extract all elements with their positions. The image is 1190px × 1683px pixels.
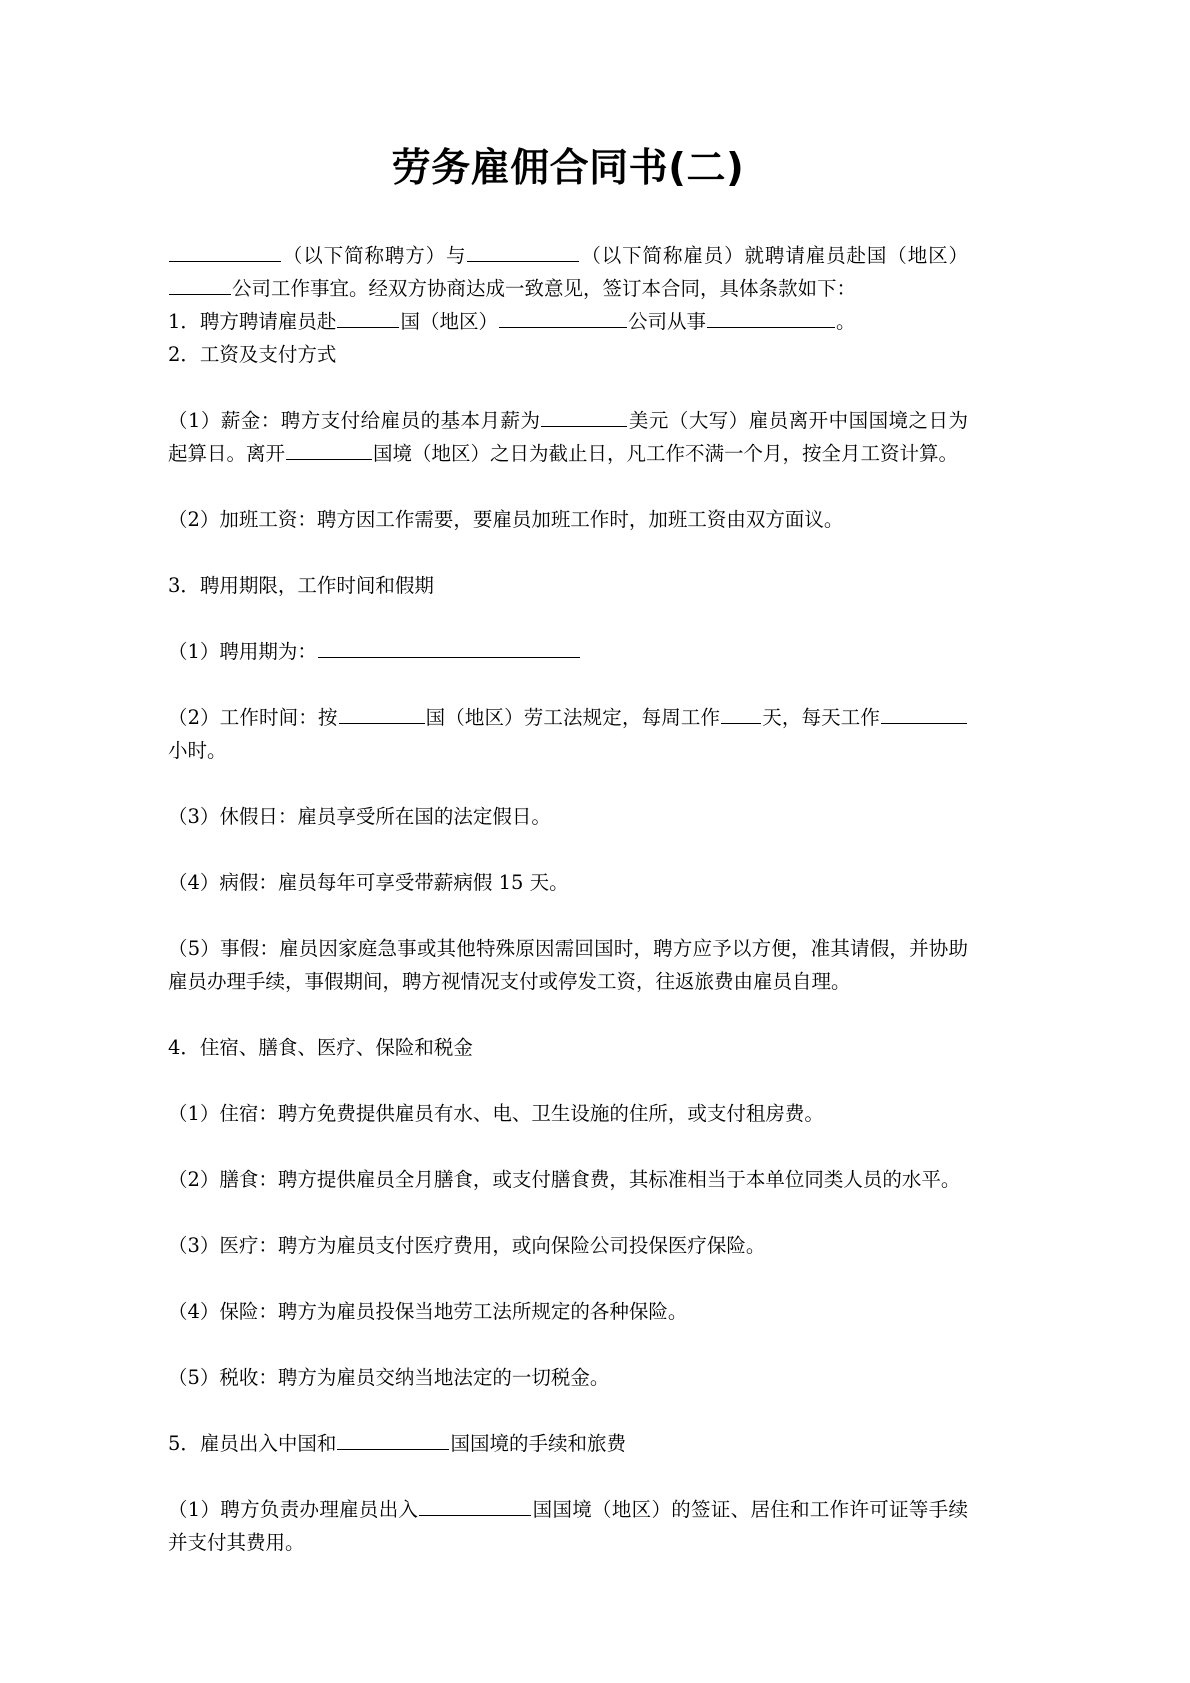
blank-days-per-week[interactable] — [721, 704, 761, 724]
clause-4-item-2: （2）膳食：聘方提供雇员全月膳食，或支付膳食费，其标准相当于本单位同类人员的水平。 — [168, 1167, 961, 1191]
blank-clause1-job[interactable] — [707, 308, 835, 328]
intro-text-2: （以下简称雇员）就聘请雇员赴国（地区） — [580, 243, 968, 267]
clause-3-heading — [168, 569, 968, 602]
clause-1 — [168, 305, 968, 338]
clause-4-item-4: （4）保险：聘方为雇员投保当地劳工法所规定的各种保险。 — [168, 1299, 688, 1323]
clause-4-item-5: （5）税收：聘方为雇员交纳当地法定的一切税金。 — [168, 1365, 610, 1389]
clause-3-item-4: （4）病假：雇员每年可享受带薪病假 15 天。 — [168, 870, 569, 894]
clause-5-item-1-text-1: （1）聘方负责办理雇员出入 — [168, 1497, 419, 1521]
clause-3-item-5: （5）事假：雇员因家庭急事或其他特殊原因需回国时，聘方应予以方便，准其请假，并协助雇员办理手续，事假期间，聘方视情况支付或停发工资，往返旅费由雇员自理。 — [168, 936, 968, 993]
clause-1-text-1: 聘方聘请雇员赴 — [199, 309, 337, 333]
intro-text-3: 公司工作事宜。经双方协商达成一致意见，签订本合同，具体条款如下： — [232, 276, 857, 300]
clause-5-number: 5． — [168, 1431, 200, 1455]
clause-3-item-1 — [168, 635, 968, 668]
blank-region[interactable] — [169, 275, 231, 295]
clause-2-item-1-text-3: 国境（地区）之日为截止日，凡工作不满一个月，按全月工资计算。 — [373, 441, 959, 465]
page-title: 劳务雇佣合同书(二) — [391, 146, 745, 191]
clause-1-text-2: 国（地区） — [400, 309, 498, 333]
clause-3-item-2-text-1: （2）工作时间：按 — [168, 705, 338, 729]
clause-3-item-3: （3）休假日：雇员享受所在国的法定假日。 — [168, 804, 551, 828]
blank-employment-term[interactable] — [318, 638, 580, 658]
intro-paragraph — [168, 239, 968, 305]
clause-5-title-1: 雇员出入中国和 — [199, 1431, 337, 1455]
blank-party-b[interactable] — [467, 242, 579, 262]
clause-4-number: 4． — [168, 1035, 200, 1059]
blank-clause1-company[interactable] — [499, 308, 627, 328]
clause-2-item-2: （2）加班工资：聘方因工作需要，要雇员加班工作时，加班工资由双方面议。 — [168, 507, 844, 531]
clause-2-item-1-text-1: （1）薪金：聘方支付给雇员的基本月薪为 — [168, 408, 541, 432]
clause-3-item-1-text: （1）聘用期为： — [168, 639, 317, 663]
clause-4-item-3: （3）医疗：聘方为雇员支付医疗费用，或向保险公司投保医疗保险。 — [168, 1233, 766, 1257]
blank-labor-law-country[interactable] — [339, 704, 425, 724]
clause-2-item-1-text-2: 美元（大写）雇员离开中国国境之日为起算日。离开 — [168, 408, 968, 465]
intro-text-1: （以下简称聘方）与 — [282, 243, 467, 267]
clause-2-number: 2． — [168, 342, 200, 366]
clause-4-heading — [168, 1031, 968, 1064]
clause-5-title-2: 国国境的手续和旅费 — [450, 1431, 626, 1455]
clause-3-item-2-text-4: 小时。 — [168, 738, 227, 762]
clause-2-item-1 — [168, 404, 968, 470]
blank-departure-country[interactable] — [286, 440, 372, 460]
blank-clause1-country[interactable] — [337, 308, 399, 328]
clause-1-number: 1． — [168, 309, 200, 333]
clause-3-number: 3． — [168, 573, 200, 597]
clause-2-title: 工资及支付方式 — [199, 342, 337, 366]
clause-1-text-4: 。 — [835, 309, 856, 333]
clause-3-item-2 — [168, 701, 968, 767]
clause-1-text-3: 公司从事 — [627, 309, 706, 333]
blank-hours-per-day[interactable] — [881, 704, 967, 724]
blank-visa-country[interactable] — [419, 1496, 531, 1516]
clause-5-heading — [168, 1427, 968, 1460]
blank-party-a[interactable] — [169, 242, 281, 262]
document-body — [168, 239, 968, 1559]
clause-5-item-1-text-2: 国国境（地区）的签证、居住和工作许可证等手续并支付其费用。 — [168, 1497, 968, 1554]
clause-2-heading — [168, 338, 968, 371]
clause-3-item-2-text-2: 国（地区）劳工法规定，每周工作 — [425, 705, 721, 729]
clause-4-item-1: （1）住宿：聘方免费提供雇员有水、电、卫生设施的住所，或支付租房费。 — [168, 1101, 824, 1125]
clause-4-title: 住宿、膳食、医疗、保险和税金 — [199, 1035, 473, 1059]
clause-5-item-1 — [168, 1493, 968, 1559]
blank-salary-amount[interactable] — [541, 407, 627, 427]
document-content — [168, 0, 968, 1559]
clause-3-item-2-text-3: 天，每天工作 — [762, 705, 880, 729]
blank-border-country[interactable] — [337, 1430, 449, 1450]
clause-3-title: 聘用期限，工作时间和假期 — [199, 573, 434, 597]
